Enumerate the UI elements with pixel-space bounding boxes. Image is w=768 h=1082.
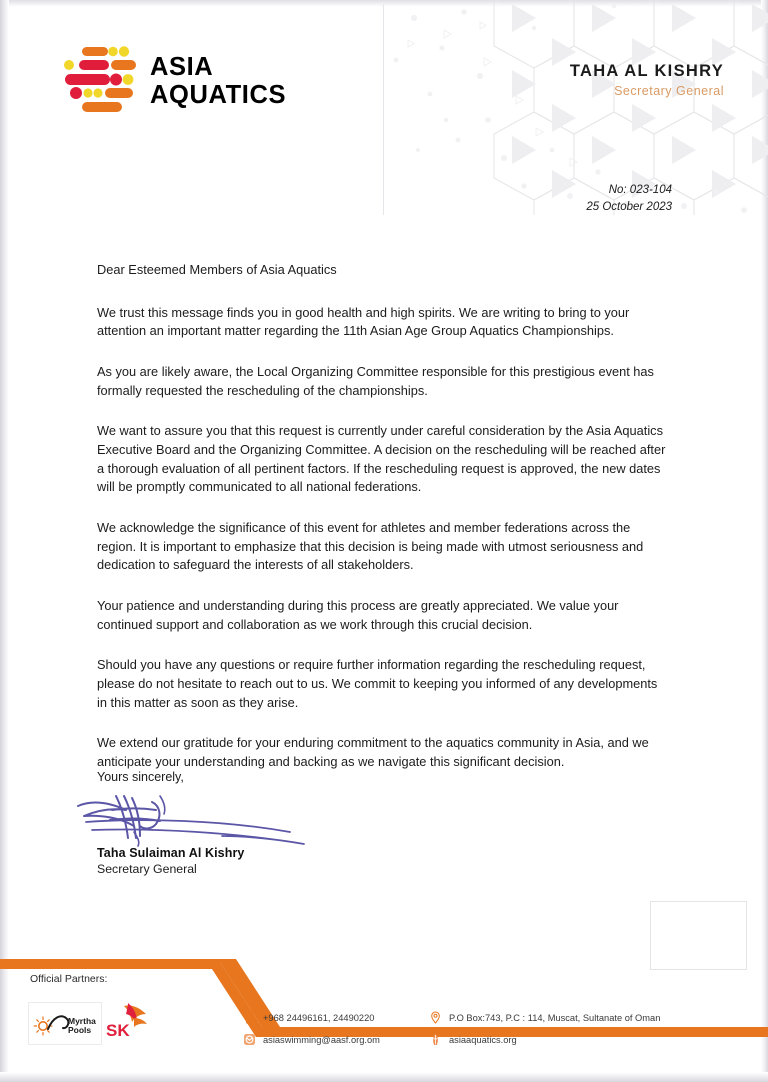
- body-paragraph: We extend our gratitude for your enduring commitment to the aquatics community in Asia, and we anticipate your understanding and backing as we navigate this significant decision.: [97, 735, 649, 769]
- letterhead-header: [0, 0, 768, 232]
- sk-wordmark: SK: [106, 1021, 130, 1040]
- footer-contact-info: [243, 1011, 660, 1046]
- contact-phone-text: +968 24496161, 24490220: [263, 1012, 375, 1023]
- asia-aquatics-logo: [62, 44, 286, 120]
- contact-website[interactable]: [429, 1033, 660, 1046]
- official-partners-label: Official Partners:: [30, 973, 108, 985]
- contact-address-text: P.O Box:743, P.C : 114, Muscat, Sultanate of Oman: [449, 1012, 661, 1023]
- sender-title: Secretary General: [614, 83, 724, 98]
- globe-icon: [429, 1033, 442, 1046]
- sk-logo: [104, 1000, 149, 1047]
- myrtha-line2: Pools: [68, 1024, 92, 1035]
- location-pin-icon: [429, 1011, 442, 1024]
- salutation: Dear Esteemed Members of Asia Aquatics: [97, 262, 337, 277]
- triangle-hex-pattern-watermark: [384, 0, 768, 215]
- contact-phone[interactable]: [243, 1011, 413, 1024]
- body-paragraph: We want to assure you that this request is currently under careful consideration by the Asia Aquatics Executive Board and the Organizing Committee. A decision on the rescheduling will be reached after a thorough evaluation of all pertinent factors. If the rescheduling request is approved, the new dates will be promptly communicated to all national federations.: [97, 423, 666, 495]
- asia-aquatics-logo-mark: [62, 44, 136, 120]
- contact-website-text: asiaaquatics.org: [449, 1034, 517, 1045]
- body-paragraph: We trust this message finds you in good health and high spirits. We are writing to bring to your attention an important matter regarding the 11th Asian Age Group Aquatics Championships.: [97, 304, 630, 339]
- contact-address: [429, 1011, 660, 1024]
- header-divider: [383, 4, 384, 215]
- wordmark-line-2: AQUATICS: [150, 81, 287, 109]
- letter-date: 25 October 2023: [586, 200, 672, 213]
- closing-salutation: Yours sincerely,: [97, 770, 184, 784]
- partner-logos: [28, 1000, 149, 1047]
- handwritten-signature: [72, 788, 337, 850]
- sender-identity: [570, 62, 724, 99]
- body-paragraph: Your patience and understanding during this process are greatly appreciated. We value your continued support and collaboration as we work through this crucial decision.: [97, 597, 619, 632]
- phone-icon: [243, 1011, 256, 1024]
- wordmark-line-1: ASIA: [150, 53, 214, 82]
- signer-name: Taha Sulaiman Al Kishry: [97, 846, 245, 860]
- myrtha-pools-logo: [28, 1002, 102, 1045]
- body-paragraph: As you are likely aware, the Local Organizing Committee responsible for this prestigious event has formally requested the rescheduling of the championships.: [97, 363, 654, 398]
- contact-email-text: asiaswimming@aasf.org.om: [263, 1034, 380, 1045]
- reference-number: No: 023-104: [608, 184, 672, 196]
- body-paragraph: Should you have any questions or require further information regarding the rescheduling request, please do not hesitate to reach out to us. We commit to keeping you informed of any developments in this matter as soon as they arise.: [97, 657, 658, 710]
- reference-and-date: [586, 182, 672, 215]
- letter-body: [97, 261, 670, 794]
- body-paragraph: We acknowledge the significance of this event for athletes and member federations across the region. It is important to emphasize that this decision is being made with utmost seriousness and dedication to safeguard the interests of all stakeholders.: [97, 519, 644, 573]
- email-icon: [243, 1033, 256, 1046]
- signer-title: Secretary General: [97, 862, 197, 876]
- asia-aquatics-wordmark: [150, 54, 286, 109]
- contact-email[interactable]: [243, 1033, 413, 1046]
- signature-block: [97, 770, 417, 876]
- myrtha-line1: Myrtha: [68, 1015, 96, 1026]
- sender-name: TAHA AL KISHRY: [569, 62, 724, 80]
